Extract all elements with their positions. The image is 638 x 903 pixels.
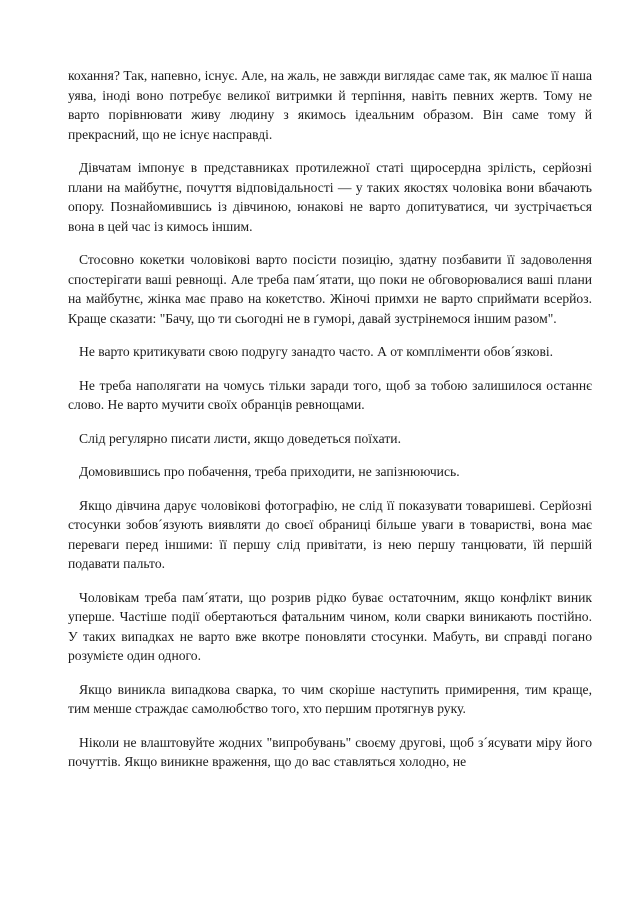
document-page <box>68 66 592 786</box>
paragraph-4: Не варто критикувати свою подругу занадто часто. А от компліменти обов´язкові. <box>79 344 554 359</box>
paragraph-3: Стосовно кокетки чоловікові варто посісти позицію, здатну позбавити її задоволення спостерігати ваші ревнощі. Але треба пам´ятати, що поки не обговорювалися ваші плани на майбутнє, жінка має право на кокетство. Жіночі примхи не варто сприймати всерйоз. Краще сказати: "Бачу, що ти сьогодні не в гуморі, давай зустрінемося іншим разом". <box>68 252 592 326</box>
paragraph-10: Якщо виникла випадкова сварка, то чим скоріше наступить примирення, тим краще, тим менше страждає самолюбство того, хто першим протягнув руку. <box>68 681 592 716</box>
paragraph-7: Домовившись про побачення, треба приходити, не запізнюючись. <box>79 464 460 479</box>
paragraph-1: кохання? Так, напевно, існує. Але, на жаль, не завжди виглядає саме так, як малює її наша уява, іноді воно потребує великої витримки й терпіння, навіть певних жертв. Тому не варто порівнювати живу людину з якимось ідеальним образом. Він саме тому й прекрасний, що не існує насправді. <box>68 68 592 142</box>
paragraph-11: Ніколи не влаштовуйте жодних "випробувань" своєму другові, щоб з´ясувати міру його почуттів. Якщо виникне враження, що до вас ставляться холодно, не <box>68 734 592 769</box>
paragraph-2: Дівчатам імпонує в представниках протилежної статі щиросердна зрілість, серйозні плани на майбутнє, почуття відповідальності — у таких якостях чоловіка вони вбачають опору. Познайомившись із дівчиною, юнакові не варто допитуватися, чи зустрічається вона в цей час із кимось іншим. <box>68 160 592 234</box>
paragraph-6: Слід регулярно писати листи, якщо доведеться поїхати. <box>79 430 401 446</box>
paragraph-8: Якщо дівчина дарує чоловікові фотографію, не слід її показувати товаришеві. Серйозні стосунки зобов´язують виявляти до своєї обраниці більше уваги в товаристві, вона має переваги перед іншими: її першу слід привітати, із нею першу танцювати, їй першій подавати пальто. <box>68 497 592 571</box>
paragraph-9: Чоловікам треба пам´ятати, що розрив рідко буває остаточним, якщо конфлікт виник уперше. Частіше події обертаються фатальним чином, коли сварки виникають постійно. У таких випадках не варто вже вкотре поновляти стосунки. Мабуть, ви справді погано розумієте один одного. <box>68 589 592 663</box>
paragraph-5: Не треба наполягати на чомусь тільки заради того, щоб за тобою залишилося останнє слово. Не варто мучити своїх обранців ревнощами. <box>68 377 592 412</box>
